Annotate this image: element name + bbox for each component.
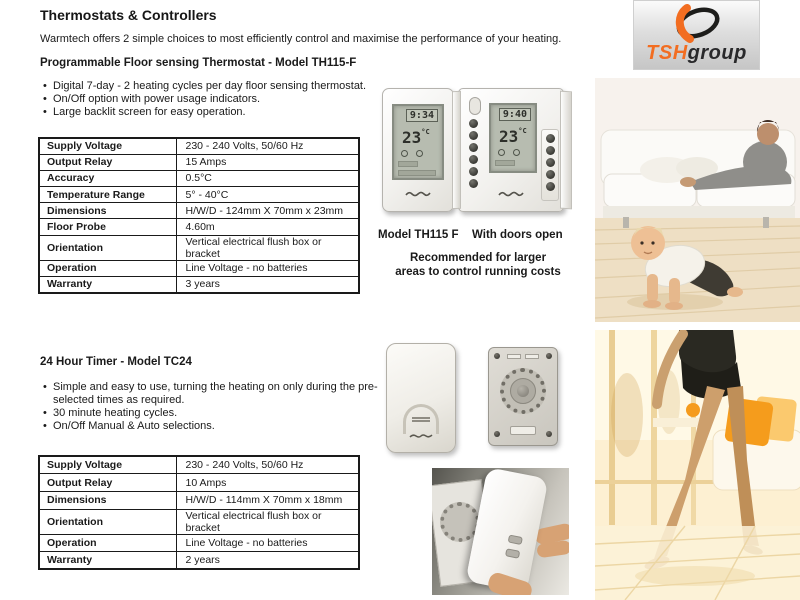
spec-label: Supply Voltage	[39, 456, 176, 474]
walking-woman-photo	[595, 330, 800, 600]
lcd-temp-value: 23	[402, 128, 422, 147]
left-door-flap	[452, 91, 461, 209]
spec-value: 3 years	[176, 276, 359, 292]
spec-row	[39, 276, 359, 292]
spec-label: Dimensions	[39, 491, 176, 509]
clock-icon	[401, 150, 408, 157]
caption-doors-open: With doors open	[472, 229, 563, 241]
spec-row	[39, 154, 359, 170]
cover-button	[508, 534, 523, 545]
mode-slider	[469, 97, 481, 115]
thermostat-specs-table	[38, 137, 360, 294]
bullet-item: • 30 minute heating cycles.	[42, 407, 384, 420]
timer-dial	[500, 368, 546, 414]
spec-row	[39, 491, 359, 509]
timer-section-heading: 24 Hour Timer - Model TC24	[40, 356, 192, 368]
spec-value: Vertical electrical flush box or bracket	[176, 509, 359, 534]
orange-fruit	[686, 403, 700, 417]
screw-icon	[546, 431, 552, 437]
spec-value: 230 - 240 Volts, 50/60 Hz	[176, 138, 359, 154]
device-button	[469, 167, 478, 176]
bullet-item: • Large backlit screen for easy operation.	[42, 106, 387, 119]
spec-value: 0.5°C	[176, 170, 359, 186]
label-plate	[507, 354, 521, 359]
warmtech-logo-mark	[498, 190, 524, 197]
spec-label: Supply Voltage	[39, 138, 176, 154]
device-button	[469, 155, 478, 164]
warmtech-logo-mark	[405, 190, 431, 197]
right-button-panel	[541, 129, 559, 201]
lcd-status-bar	[398, 170, 436, 176]
tc24-mechanism-product-image	[488, 347, 558, 446]
timer-specs-table	[38, 455, 360, 570]
device-button	[546, 146, 555, 155]
spec-label: Warranty	[39, 552, 176, 570]
spec-label: Operation	[39, 534, 176, 552]
device-button	[469, 131, 478, 140]
spec-label: Warranty	[39, 276, 176, 292]
spec-row	[39, 534, 359, 552]
tile-floor	[595, 526, 800, 600]
lcd-time: 9:40	[499, 108, 531, 121]
spec-label: Dimensions	[39, 203, 176, 219]
lcd-time: 9:34	[406, 109, 438, 122]
clock-icon	[498, 149, 505, 156]
spec-value: 10 Amps	[176, 474, 359, 492]
th115f-closed-product-image	[382, 88, 454, 212]
thermostat-section-heading: Programmable Floor sensing Thermostat - Model TH115-F	[40, 57, 357, 69]
page-title: Thermostats & Controllers	[40, 7, 217, 23]
logo-text-group: group	[687, 42, 747, 64]
th115f-open-product-image	[458, 88, 564, 212]
spec-value: 2 years	[176, 552, 359, 570]
spec-row	[39, 552, 359, 570]
lcd-screen	[489, 103, 537, 173]
bullet-item: • On/Off option with power usage indicators.	[42, 93, 387, 106]
recommendation-line-2: areas to control running costs	[395, 266, 561, 278]
family-room-photo	[595, 78, 800, 322]
spec-row	[39, 260, 359, 276]
spec-value: Vertical electrical flush box or bracket	[176, 235, 359, 260]
spec-label: Orientation	[39, 235, 176, 260]
spec-label: Output Relay	[39, 154, 176, 170]
timer-bullet-list	[42, 381, 384, 433]
recommendation-line-1: Recommended for larger	[409, 252, 547, 264]
spec-value: Line Voltage - no batteries	[176, 260, 359, 276]
left-button-column	[469, 119, 478, 188]
spec-value: 5° - 40°C	[176, 187, 359, 203]
recommendation-note	[372, 251, 584, 279]
spec-row	[39, 187, 359, 203]
lcd-status-bar	[495, 160, 515, 166]
screw-icon	[494, 431, 500, 437]
intro-text: Warmtech offers 2 simple choices to most efficiently control and maximise the performance of your heating.	[40, 33, 562, 45]
dial-knob	[517, 385, 529, 397]
caption-model: Model TH115 F	[378, 229, 459, 241]
warmtech-logo-mark	[409, 426, 433, 432]
logo-wordmark	[634, 42, 759, 65]
logo-text-tsh: TSH	[646, 42, 688, 64]
tsh-group-logo	[633, 0, 760, 70]
tc24-cover-removal-photo	[432, 468, 569, 595]
spec-value: 15 Amps	[176, 154, 359, 170]
device-button	[546, 134, 555, 143]
spec-row	[39, 509, 359, 534]
lcd-temperature	[499, 127, 527, 146]
sun-icon	[513, 149, 520, 156]
device-button	[546, 158, 555, 167]
device-button	[546, 170, 555, 179]
label-plate	[525, 354, 539, 359]
bullet-item: • Digital 7-day - 2 heating cycles per day floor sensing thermostat.	[42, 80, 387, 93]
cover-button	[505, 548, 520, 559]
spec-row	[39, 456, 359, 474]
spec-label: Orientation	[39, 509, 176, 534]
right-door-flap	[560, 91, 572, 210]
spec-row	[39, 203, 359, 219]
spec-label: Output Relay	[39, 474, 176, 492]
device-button	[546, 182, 555, 191]
spec-value: H/W/D - 114mm X 70mm x 18mm	[176, 491, 359, 509]
spec-label: Temperature Range	[39, 187, 176, 203]
device-button	[469, 119, 478, 128]
spec-row	[39, 235, 359, 260]
spec-row	[39, 138, 359, 154]
mode-switch	[510, 426, 536, 435]
sun-icon	[416, 150, 423, 157]
lcd-temp-unit: °C	[518, 127, 527, 135]
lcd-status-bar	[398, 161, 418, 167]
spec-label: Operation	[39, 260, 176, 276]
device-button	[469, 179, 478, 188]
spec-value: H/W/D - 124mm X 70mm x 23mm	[176, 203, 359, 219]
screw-icon	[546, 353, 552, 359]
lcd-temp-unit: °C	[421, 128, 430, 136]
thermostat-bullet-list	[42, 80, 387, 119]
device-button	[469, 143, 478, 152]
tc24-cover-product-image	[386, 343, 456, 453]
screw-icon	[494, 353, 500, 359]
lcd-temperature	[402, 128, 430, 147]
spec-value: Line Voltage - no batteries	[176, 534, 359, 552]
spec-row	[39, 474, 359, 492]
spec-value: 230 - 240 Volts, 50/60 Hz	[176, 456, 359, 474]
lcd-temp-value: 23	[499, 127, 519, 146]
lcd-screen	[392, 104, 444, 180]
bullet-item: • On/Off Manual & Auto selections.	[42, 420, 384, 433]
spec-row	[39, 170, 359, 186]
bullet-item: • Simple and easy to use, turning the heating on only during the pre-selected times as required.	[42, 381, 384, 407]
spec-label: Floor Probe	[39, 219, 176, 235]
spec-value: 4.60m	[176, 219, 359, 235]
spec-row	[39, 219, 359, 235]
spec-label: Accuracy	[39, 170, 176, 186]
